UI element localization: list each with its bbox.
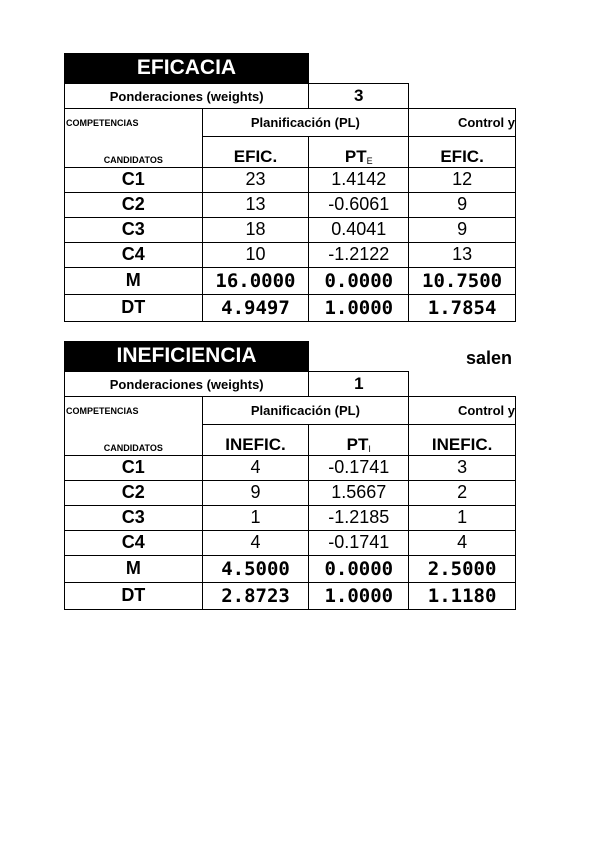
weights-label: Ponderaciones (weights): [65, 372, 309, 397]
candidatos-label: CANDIDATOS: [65, 137, 203, 168]
row-label: DT: [65, 294, 203, 321]
weights-label: Ponderaciones (weights): [65, 84, 309, 109]
row-label: C3: [65, 217, 203, 242]
table-row: [65, 530, 516, 555]
stat-cell[interactable]: 4.9497: [202, 294, 309, 321]
cell-pt[interactable]: -1.2185: [309, 505, 409, 530]
weights-value[interactable]: 3: [309, 84, 409, 109]
stat-cell[interactable]: 1.7854: [409, 294, 516, 321]
table-row: [65, 242, 516, 267]
row-label: C2: [65, 192, 203, 217]
cell-inefic[interactable]: 4: [202, 455, 309, 480]
cell-inefic[interactable]: 4: [202, 530, 309, 555]
row-label: C2: [65, 480, 203, 505]
table-row: [65, 455, 516, 480]
row-label: C3: [65, 505, 203, 530]
cell-pt[interactable]: -0.1741: [309, 530, 409, 555]
cell-efic-2[interactable]: 13: [409, 242, 516, 267]
row-label: C1: [65, 455, 203, 480]
weights-value[interactable]: 1: [309, 372, 409, 397]
ineficiencia-table: [64, 371, 516, 610]
cell-inefic[interactable]: 9: [202, 480, 309, 505]
group-control: Control y: [409, 109, 516, 137]
cell-inefic-2[interactable]: 4: [409, 530, 516, 555]
cell-pt[interactable]: -0.6061: [309, 192, 409, 217]
cell-inefic-2[interactable]: 1: [409, 505, 516, 530]
stat-cell[interactable]: 1.0000: [309, 294, 409, 321]
candidatos-label: CANDIDATOS: [65, 425, 203, 456]
table-row: [65, 167, 516, 192]
table-row: [65, 505, 516, 530]
cell-efic-2[interactable]: 9: [409, 192, 516, 217]
competencias-label: COMPETENCIAS: [65, 397, 203, 425]
stat-cell[interactable]: 0.0000: [309, 267, 409, 294]
stat-cell[interactable]: 2.5000: [409, 555, 516, 582]
row-label: C4: [65, 242, 203, 267]
cell-inefic[interactable]: 1: [202, 505, 309, 530]
section-title: EFICACIA: [64, 53, 309, 83]
col-header-inefic-2: INEFIC.: [409, 425, 516, 456]
stat-cell[interactable]: 2.8723: [202, 582, 309, 609]
row-label: C1: [65, 167, 203, 192]
col-header-inefic: INEFIC.: [202, 425, 309, 456]
stat-row-dt: [65, 294, 516, 321]
table-row: [65, 480, 516, 505]
stat-cell[interactable]: 16.0000: [202, 267, 309, 294]
cell-efic[interactable]: 23: [202, 167, 309, 192]
stat-row-mean: [65, 555, 516, 582]
stat-cell[interactable]: 4.5000: [202, 555, 309, 582]
cell-pt[interactable]: -0.1741: [309, 455, 409, 480]
cell-efic[interactable]: 18: [202, 217, 309, 242]
stat-cell[interactable]: 10.7500: [409, 267, 516, 294]
cell-efic-2[interactable]: 12: [409, 167, 516, 192]
col-header-efic-2: EFIC.: [409, 137, 516, 168]
group-control: Control y: [409, 397, 516, 425]
cell-pt[interactable]: 1.5667: [309, 480, 409, 505]
cell-efic-2[interactable]: 9: [409, 217, 516, 242]
section-note: salen: [465, 348, 512, 368]
stat-cell[interactable]: 0.0000: [309, 555, 409, 582]
table-row: [65, 192, 516, 217]
table-row: [65, 217, 516, 242]
competencias-label: COMPETENCIAS: [65, 109, 203, 137]
blank-cell: [409, 84, 516, 109]
col-header-efic: EFIC.: [202, 137, 309, 168]
row-label: M: [65, 555, 203, 582]
stat-row-mean: [65, 267, 516, 294]
cell-pt[interactable]: -1.2122: [309, 242, 409, 267]
col-header-pt: $PT_E$: [309, 137, 409, 168]
cell-efic[interactable]: 13: [202, 192, 309, 217]
cell-inefic-2[interactable]: 3: [409, 455, 516, 480]
row-label: M: [65, 267, 203, 294]
group-planificacion: Planificación (PL): [202, 109, 409, 137]
row-label: DT: [65, 582, 203, 609]
row-label: C4: [65, 530, 203, 555]
col-header-pt: $PT_I$: [309, 425, 409, 456]
cell-pt[interactable]: 1.4142: [309, 167, 409, 192]
cell-inefic-2[interactable]: 2: [409, 480, 516, 505]
section-title: INEFICIENCIA: [64, 341, 309, 371]
cell-pt[interactable]: 0.4041: [309, 217, 409, 242]
stat-row-dt: [65, 582, 516, 609]
blank-cell: [409, 372, 516, 397]
eficacia-table: [64, 83, 516, 322]
cell-efic[interactable]: 10: [202, 242, 309, 267]
stat-cell[interactable]: 1.0000: [309, 582, 409, 609]
group-planificacion: Planificación (PL): [202, 397, 409, 425]
stat-cell[interactable]: 1.1180: [409, 582, 516, 609]
